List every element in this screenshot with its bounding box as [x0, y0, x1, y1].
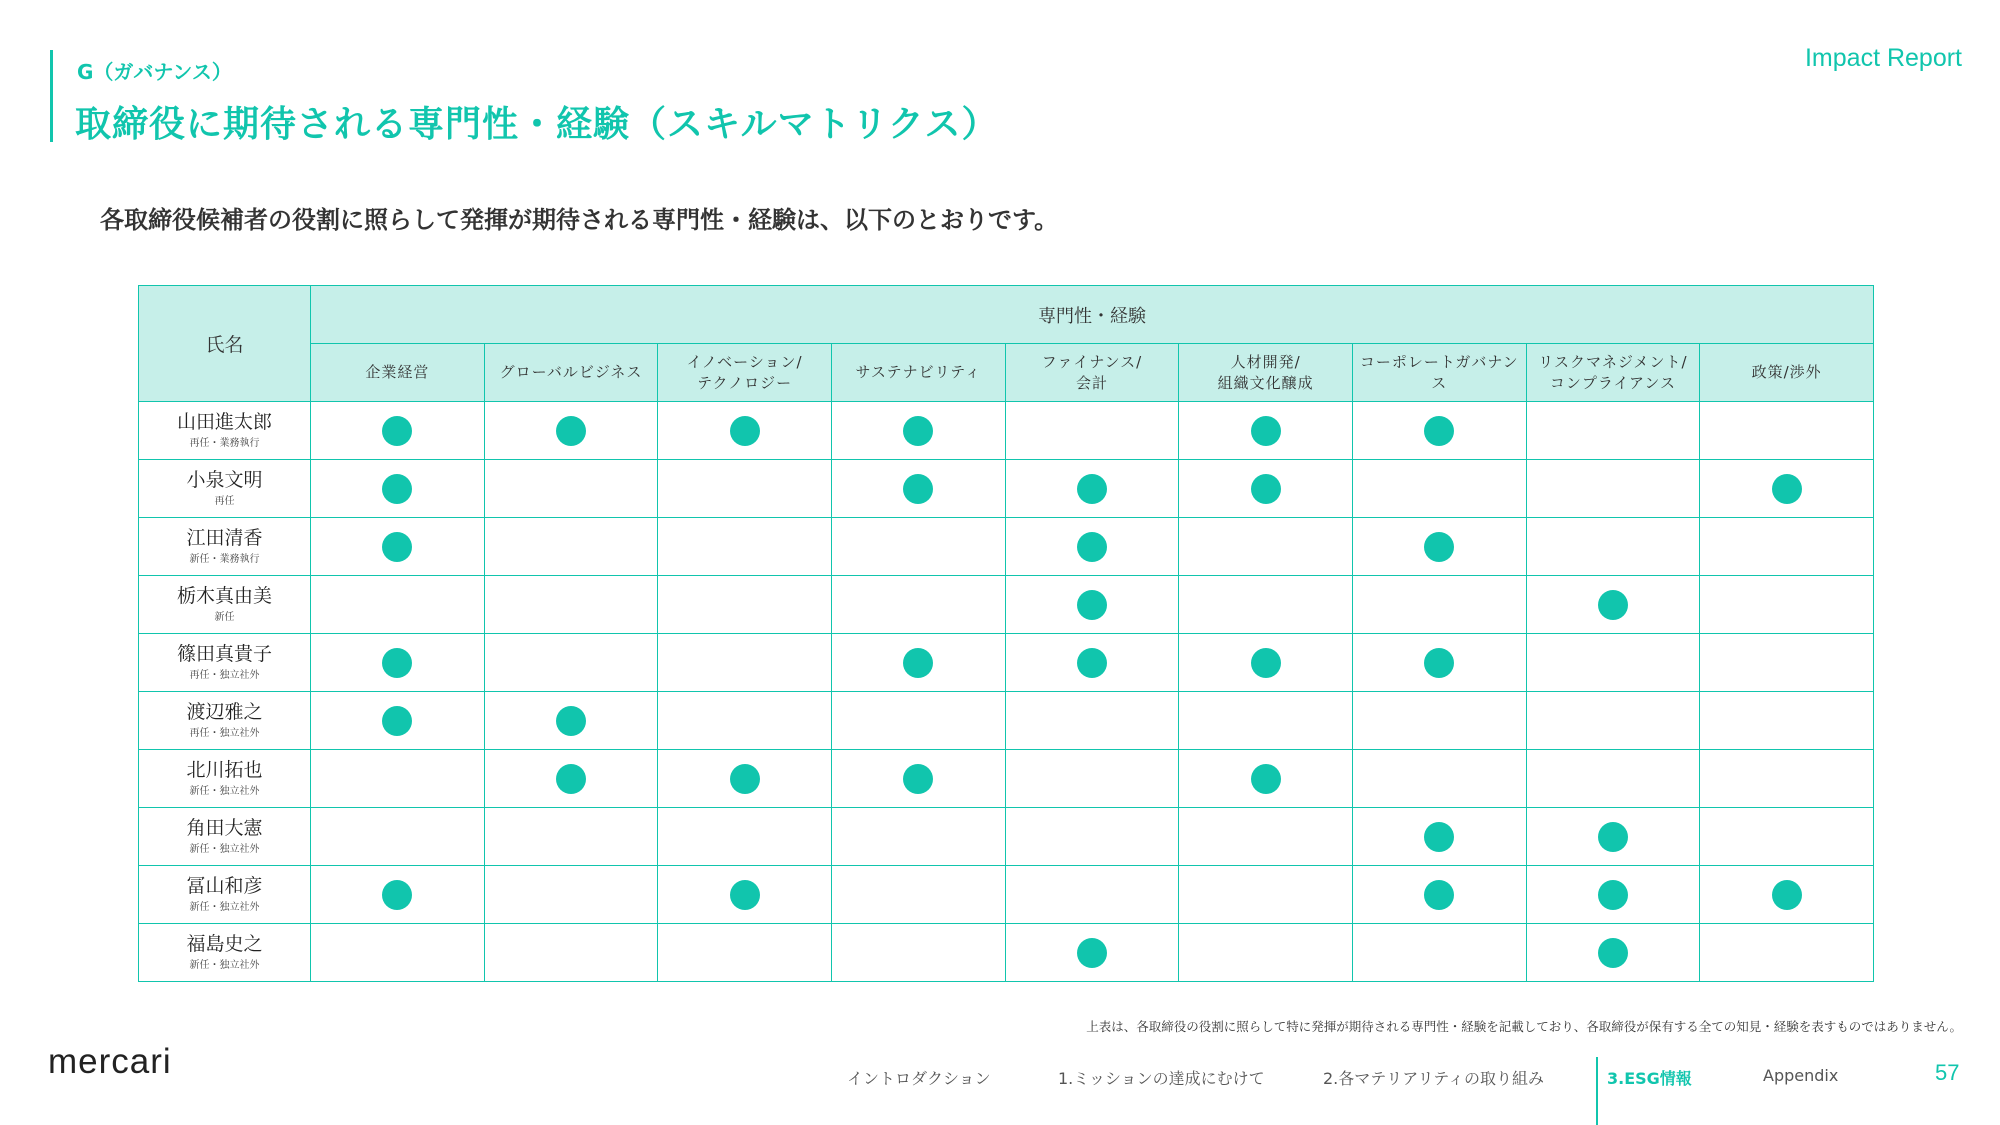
- skill-cell: [831, 924, 1005, 982]
- skill-dot: [903, 648, 933, 678]
- skill-cell: [1526, 576, 1700, 634]
- skill-cell: [658, 750, 832, 808]
- skill-cell: [1700, 402, 1874, 460]
- section-label: G（ガバナンス）: [77, 60, 232, 84]
- director-cell: [139, 866, 311, 924]
- skill-cell: [1700, 808, 1874, 866]
- skill-cell: [658, 808, 832, 866]
- skill-cell: [1005, 402, 1179, 460]
- skill-cell: [1352, 692, 1526, 750]
- skill-dot: [1251, 764, 1281, 794]
- skill-header-5: 人材開発/ 組織文化醸成: [1179, 344, 1353, 402]
- skill-dot: [730, 416, 760, 446]
- director-cell: [139, 924, 311, 982]
- skill-cell: [484, 866, 658, 924]
- skill-cell: [831, 402, 1005, 460]
- skill-cell: [658, 576, 832, 634]
- skill-cell: [484, 924, 658, 982]
- table-footnote: 上表は、各取締役の役割に照らして特に発揮が期待される専門性・経験を記載しており、各取締役が保有する全ての知見・経験を表すものではありません。: [1086, 1019, 1962, 1034]
- page-title: 取締役に期待される専門性・経験（スキルマトリクス）: [75, 104, 999, 145]
- skill-cell: [1700, 866, 1874, 924]
- skill-dot: [1598, 590, 1628, 620]
- skill-cell: [1005, 692, 1179, 750]
- skill-cell: [831, 808, 1005, 866]
- mercari-logo: mercari: [48, 1042, 172, 1081]
- table-row: [139, 866, 1874, 924]
- skill-cell: [831, 750, 1005, 808]
- skill-cell: [1526, 866, 1700, 924]
- director-role: 新任・業務執行: [189, 554, 260, 565]
- skill-cell: [831, 460, 1005, 518]
- skill-cell: [1179, 808, 1353, 866]
- director-role: 再任: [214, 496, 235, 507]
- skill-header-2: イノベーション/ テクノロジー: [658, 344, 832, 402]
- director-role: 再任・業務執行: [189, 438, 260, 449]
- skill-matrix-table: [138, 285, 1874, 982]
- skill-cell: [1700, 924, 1874, 982]
- nav-intro[interactable]: イントロダクション: [847, 1069, 991, 1088]
- director-role: 新任・独立社外: [189, 786, 260, 797]
- skill-header-6: コーポレートガバナンス: [1352, 344, 1526, 402]
- skill-dot: [1424, 532, 1454, 562]
- director-role: 再任・独立社外: [189, 670, 260, 681]
- skill-cell: [1005, 518, 1179, 576]
- skill-cell: [1700, 460, 1874, 518]
- skill-header-8: 政策/渉外: [1700, 344, 1874, 402]
- skill-cell: [1352, 460, 1526, 518]
- skill-dot: [1598, 938, 1628, 968]
- skill-header-1: グローバルビジネス: [484, 344, 658, 402]
- skill-dot: [382, 880, 412, 910]
- skill-header-7: リスクマネジメント/ コンプライアンス: [1526, 344, 1700, 402]
- skill-cell: [658, 692, 832, 750]
- skill-cell: [1179, 866, 1353, 924]
- skill-dot: [1077, 938, 1107, 968]
- director-cell: [139, 402, 311, 460]
- skill-cell: [1526, 518, 1700, 576]
- skill-cell: [1005, 924, 1179, 982]
- skill-header-4: ファイナンス/ 会計: [1005, 344, 1179, 402]
- skill-cell: [1179, 402, 1353, 460]
- skill-cell: [311, 518, 485, 576]
- director-name: 冨山和彦: [186, 875, 263, 897]
- skill-cell: [1526, 750, 1700, 808]
- skill-dot: [1772, 474, 1802, 504]
- skill-cell: [1526, 634, 1700, 692]
- skill-cell: [1526, 808, 1700, 866]
- director-name: 江田清香: [186, 527, 263, 549]
- page-number: 57: [1935, 1060, 1960, 1085]
- skill-dot: [903, 764, 933, 794]
- skill-cell: [1700, 634, 1874, 692]
- skill-dot: [730, 764, 760, 794]
- skill-cell: [311, 866, 485, 924]
- skill-cell: [658, 924, 832, 982]
- table-row: [139, 808, 1874, 866]
- skill-cell: [1005, 460, 1179, 518]
- skill-dot: [1077, 474, 1107, 504]
- skill-cell: [1526, 402, 1700, 460]
- brand-label: Impact Report: [1804, 44, 1962, 72]
- skill-cell: [831, 518, 1005, 576]
- skill-cell: [311, 576, 485, 634]
- skill-dot: [1077, 648, 1107, 678]
- skill-dot: [1077, 532, 1107, 562]
- skill-dot: [382, 706, 412, 736]
- skill-cell: [1179, 460, 1353, 518]
- director-role: 新任: [214, 612, 235, 623]
- skill-cell: [484, 750, 658, 808]
- skill-dot: [1077, 590, 1107, 620]
- skill-cell: [1179, 924, 1353, 982]
- nav-appendix[interactable]: Appendix: [1763, 1066, 1839, 1085]
- skills-group-header: 専門性・経験: [311, 286, 1874, 344]
- director-cell: [139, 692, 311, 750]
- skill-cell: [1179, 576, 1353, 634]
- skill-cell: [311, 750, 485, 808]
- skill-cell: [311, 402, 485, 460]
- skill-dot: [382, 532, 412, 562]
- skill-dot: [382, 648, 412, 678]
- director-role: 新任・独立社外: [189, 960, 260, 971]
- table-row: [139, 634, 1874, 692]
- skill-cell: [1005, 808, 1179, 866]
- skill-dot: [1598, 822, 1628, 852]
- director-cell: [139, 518, 311, 576]
- director-cell: [139, 634, 311, 692]
- skill-dot: [1424, 648, 1454, 678]
- skill-dot: [1772, 880, 1802, 910]
- director-role: 新任・独立社外: [189, 844, 260, 855]
- skill-dot: [556, 764, 586, 794]
- director-name: 栃木真由美: [176, 585, 272, 607]
- skill-cell: [658, 518, 832, 576]
- skill-cell: [484, 808, 658, 866]
- table-row: [139, 460, 1874, 518]
- director-name: 角田大憲: [186, 817, 263, 839]
- skill-dot: [382, 474, 412, 504]
- skill-cell: [831, 576, 1005, 634]
- skill-dot: [1598, 880, 1628, 910]
- table-row: [139, 692, 1874, 750]
- director-name: 小泉文明: [186, 469, 263, 491]
- nav-mission[interactable]: 1.ミッションの達成にむけて: [1058, 1069, 1265, 1088]
- director-cell: [139, 460, 311, 518]
- skill-dot: [1251, 474, 1281, 504]
- section-accent-bar: [50, 50, 53, 142]
- skill-cell: [1352, 634, 1526, 692]
- skill-cell: [1179, 518, 1353, 576]
- skill-cell: [484, 576, 658, 634]
- skill-cell: [484, 692, 658, 750]
- skill-header-0: 企業経営: [311, 344, 485, 402]
- skill-cell: [1700, 750, 1874, 808]
- skill-dot: [1251, 648, 1281, 678]
- skill-cell: [1352, 402, 1526, 460]
- director-name: 山田進太郎: [176, 411, 272, 433]
- skill-cell: [1700, 576, 1874, 634]
- director-name: 福島史之: [186, 933, 263, 955]
- skill-dot: [903, 474, 933, 504]
- matrix-body: [139, 402, 1874, 982]
- director-role: 再任・独立社外: [189, 728, 260, 739]
- skill-cell: [1352, 808, 1526, 866]
- skill-cell: [1179, 692, 1353, 750]
- skill-cell: [1179, 750, 1353, 808]
- skill-dot: [1424, 822, 1454, 852]
- skill-cell: [1352, 518, 1526, 576]
- skill-dot: [556, 416, 586, 446]
- director-name: 篠田真貴子: [176, 643, 272, 665]
- skill-dot: [1251, 416, 1281, 446]
- director-name: 北川拓也: [186, 759, 263, 781]
- skill-dot: [382, 416, 412, 446]
- table-row: [139, 924, 1874, 982]
- skill-cell: [484, 518, 658, 576]
- nav-active-divider: [1596, 1057, 1598, 1125]
- skill-cell: [1352, 576, 1526, 634]
- table-row: [139, 402, 1874, 460]
- skill-cell: [484, 402, 658, 460]
- skill-dot: [1424, 880, 1454, 910]
- skill-cell: [831, 634, 1005, 692]
- skill-cell: [1526, 924, 1700, 982]
- skill-cell: [658, 460, 832, 518]
- nav-materiality[interactable]: 2.各マテリアリティの取り組み: [1323, 1069, 1545, 1088]
- skill-cell: [1005, 576, 1179, 634]
- director-role: 新任・独立社外: [189, 902, 260, 913]
- skill-cell: [1352, 750, 1526, 808]
- skill-cell: [1352, 866, 1526, 924]
- skill-cell: [311, 924, 485, 982]
- skill-cell: [1005, 866, 1179, 924]
- skill-cell: [658, 866, 832, 924]
- skill-dot: [730, 880, 760, 910]
- skill-dot: [903, 416, 933, 446]
- skill-cell: [311, 808, 485, 866]
- skill-cell: [311, 460, 485, 518]
- skill-cell: [831, 692, 1005, 750]
- director-name: 渡辺雅之: [186, 701, 263, 723]
- table-row: [139, 750, 1874, 808]
- director-cell: [139, 808, 311, 866]
- skill-cell: [1526, 692, 1700, 750]
- skill-cell: [1700, 692, 1874, 750]
- director-cell: [139, 750, 311, 808]
- lead-text: 各取締役候補者の役割に照らして発揮が期待される専門性・経験は、以下のとおりです。: [100, 206, 1059, 234]
- skill-cell: [658, 634, 832, 692]
- skill-cell: [311, 634, 485, 692]
- skill-cell: [484, 634, 658, 692]
- skill-header-row: [139, 344, 1874, 402]
- skill-cell: [1179, 634, 1353, 692]
- name-column-header: 氏名: [139, 286, 311, 402]
- skill-cell: [1526, 460, 1700, 518]
- skill-cell: [658, 402, 832, 460]
- skill-cell: [831, 866, 1005, 924]
- skill-cell: [1005, 750, 1179, 808]
- nav-esg[interactable]: 3.ESG情報: [1607, 1069, 1692, 1088]
- skill-cell: [484, 460, 658, 518]
- skill-cell: [1005, 634, 1179, 692]
- table-row: [139, 518, 1874, 576]
- skill-cell: [1700, 518, 1874, 576]
- skill-cell: [1352, 924, 1526, 982]
- skill-header-3: サステナビリティ: [831, 344, 1005, 402]
- skill-dot: [1424, 416, 1454, 446]
- director-cell: [139, 576, 311, 634]
- skill-cell: [311, 692, 485, 750]
- table-row: [139, 576, 1874, 634]
- skill-dot: [556, 706, 586, 736]
